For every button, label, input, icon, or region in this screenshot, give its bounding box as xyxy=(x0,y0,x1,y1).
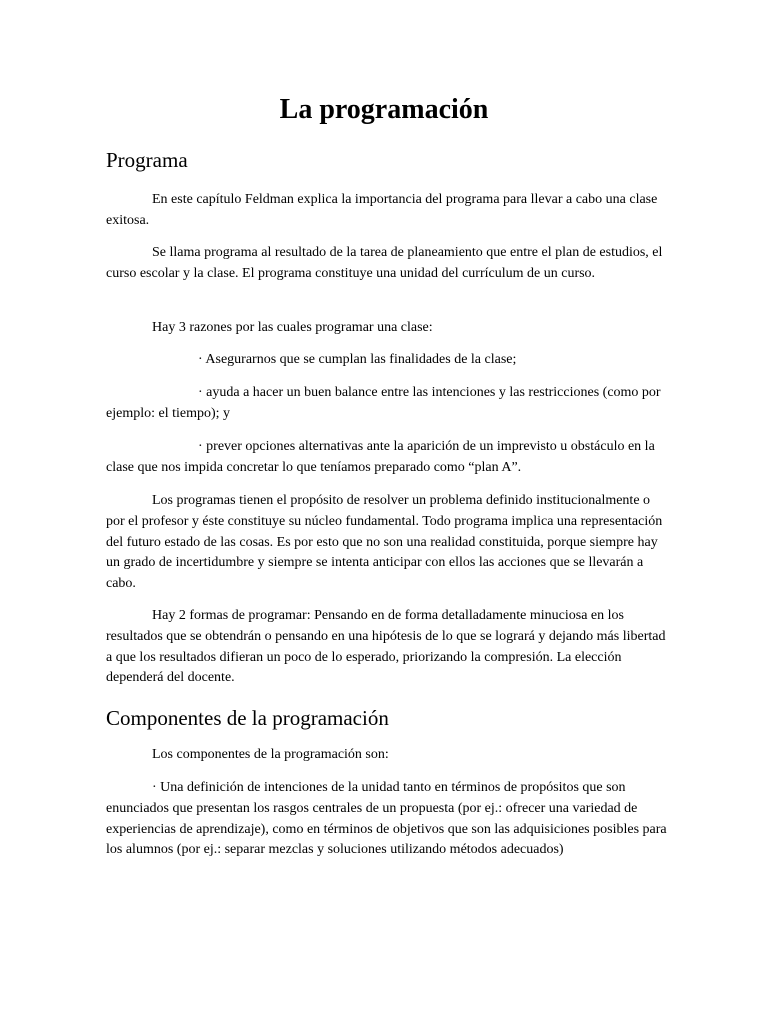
bullet-item xyxy=(106,778,670,861)
bullet-text: · Una definición de intenciones de la unidad tanto en términos de propósitos que son enunciados que presentan los rasgos centrales de un propuesta (por ej.: ofrecer una variedad de experiencias de aprendizaje), como en términos de objetivos que son las adquisiciones posibles para los alumnos (por ej.: separar mezclas y soluciones utilizando métodos adecuados) xyxy=(106,780,667,858)
paragraph xyxy=(106,745,670,766)
bullet-text: · Asegurarnos que se cumplan las finalidades de la clase; xyxy=(198,352,517,367)
section-heading-programa: Programa xyxy=(106,148,188,172)
paragraph-text: Hay 2 formas de programar: Pensando en de forma detalladamente minuciosa en los resultados que se obtendrán o pensando en una hipótesis de lo que se logrará y dejando más libertad a que los resultados difieran un poco de lo esperado, priorizando la compresión. La elección dependerá del docente. xyxy=(106,608,666,686)
paragraph-text: Hay 3 razones por las cuales programar una clase: xyxy=(152,320,433,335)
paragraph-text: En este capítulo Feldman explica la importancia del programa para llevar a cabo una clase exitosa. xyxy=(106,192,658,228)
bullet-item xyxy=(106,437,670,479)
bullet-item xyxy=(106,383,670,425)
paragraph-text: Los componentes de la programación son: xyxy=(152,747,389,762)
paragraph xyxy=(106,491,670,595)
paragraph xyxy=(106,243,670,285)
bullet-text: · prever opciones alternativas ante la aparición de un imprevisto u obstáculo en la clase que nos impida concretar lo que teníamos preparado como “plan A”. xyxy=(106,439,655,475)
paragraph xyxy=(106,606,670,689)
paragraph xyxy=(106,190,670,232)
paragraph-text: Se llama programa al resultado de la tarea de planeamiento que entre el plan de estudios, el curso escolar y la clase. El programa constituye una unidad del currículum de un curso. xyxy=(106,245,663,281)
paragraph xyxy=(106,318,670,339)
paragraph-text: Los programas tienen el propósito de resolver un problema definido institucionalmente o por el profesor y éste constituye su núcleo fundamental. Todo programa implica una representación del futuro estado de las cosas. Es por esto que no son una realidad constituida, porque siempre hay un grado de incertidumbre y siempre se intenta anticipar con ellos las acciones que se llevarán a cabo. xyxy=(106,493,663,592)
bullet-text: · ayuda a hacer un buen balance entre las intenciones y las restricciones (como por ejemplo: el tiempo); y xyxy=(106,385,661,421)
bullet-item xyxy=(106,350,670,371)
section-heading-componentes: Componentes de la programación xyxy=(106,706,389,730)
document-title: La programación xyxy=(279,94,489,125)
